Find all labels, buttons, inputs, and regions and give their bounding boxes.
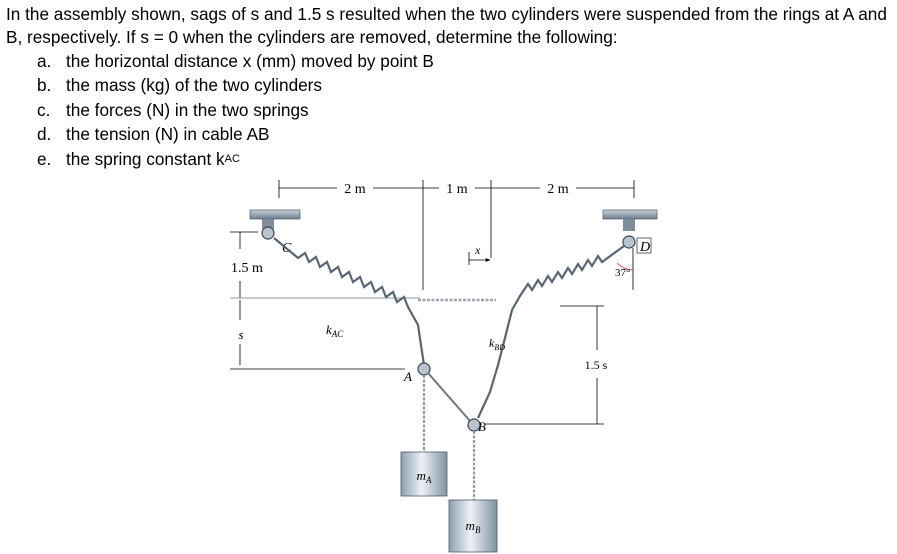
task-item: c. the forces (N) in the two springs [37,99,309,120]
spring-bd [478,246,624,418]
problem-statement: In the assembly shown, sags of s and 1.5 s resulted when the two cylinders were suspended from the rings at A and B, respectively. If s = 0 when the cylinders are removed, determine the following: [6,4,887,47]
k-ac-label: $k_{AC}$ [326,322,344,339]
task-item: d. the tension (N) in cable AB [37,124,270,145]
label-d: D [640,240,651,255]
m-a-label: $m_A$ [416,468,432,485]
m-b-label: $m_B$ [465,518,481,535]
task-item: b. the mass (kg) of the two cylinders [37,75,322,96]
dim-s-label: s [238,327,244,342]
dim-1m-label: 1 m [446,182,468,197]
spring-ac [274,238,424,365]
angle-label: 37° [615,267,631,279]
dim-1-5m-label: 1.5 m [231,261,263,276]
x-label: x [475,243,481,257]
left-dimension [230,232,420,369]
label-b: B [478,419,486,434]
left-support [250,210,300,239]
k-bd-label: $k_{BD}$ [489,336,505,352]
label-c: C [282,241,292,256]
dim-2m-left-label: 2 m [344,182,366,197]
label-a: A [404,369,412,384]
dim-1-5s-label: 1.5 s [584,358,608,372]
task-item: a. the horizontal distance x (mm) moved by point B [37,51,434,71]
task-item: e. the spring constant k AC [37,148,240,169]
cable-ab [428,373,470,421]
dim-2m-right-label: 2 m [547,182,569,197]
